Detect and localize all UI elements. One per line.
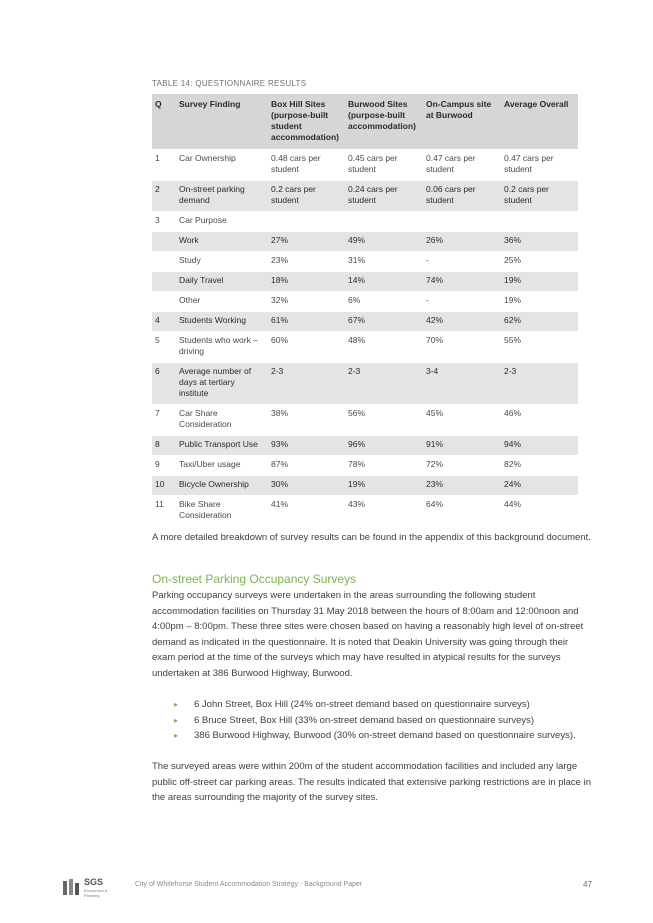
cell-survey-finding: Bicycle Ownership bbox=[176, 476, 268, 496]
cell-q: 6 bbox=[152, 363, 176, 405]
cell-burwood: 96% bbox=[345, 436, 423, 456]
table-row bbox=[152, 272, 578, 292]
cell-average: 62% bbox=[501, 312, 578, 332]
cell-average: 24% bbox=[501, 476, 578, 496]
table-row bbox=[152, 181, 578, 212]
table-row bbox=[152, 436, 578, 456]
cell-average: 82% bbox=[501, 456, 578, 476]
cell-box-hill: 0.2 cars per student bbox=[268, 181, 345, 212]
section-heading: On-street Parking Occupancy Surveys bbox=[152, 572, 357, 586]
cell-q: 9 bbox=[152, 456, 176, 476]
cell-survey-finding: Bike Share Consideration bbox=[176, 496, 268, 527]
table-row bbox=[152, 292, 578, 312]
cell-on-campus: 0.06 cars per student bbox=[423, 181, 501, 212]
cell-burwood: 49% bbox=[345, 232, 423, 252]
cell-burwood: 67% bbox=[345, 312, 423, 332]
table-body bbox=[152, 150, 578, 527]
bullet-icon: ▸ bbox=[174, 700, 179, 709]
cell-average: 46% bbox=[501, 405, 578, 436]
cell-average: 94% bbox=[501, 436, 578, 456]
page-number: 47 bbox=[583, 880, 592, 889]
table-row bbox=[152, 252, 578, 272]
header-on-campus: On-Campus site at Burwood bbox=[423, 94, 501, 150]
cell-on-campus: 42% bbox=[423, 312, 501, 332]
table-row bbox=[152, 232, 578, 252]
cell-q: 4 bbox=[152, 312, 176, 332]
cell-on-campus: - bbox=[423, 252, 501, 272]
list-item-text: 6 Bruce Street, Box Hill (33% on-street demand based on questionnaire surveys) bbox=[194, 714, 535, 726]
cell-burwood: 78% bbox=[345, 456, 423, 476]
cell-burwood bbox=[345, 212, 423, 232]
cell-average: 2-3 bbox=[501, 363, 578, 405]
cell-box-hill: 27% bbox=[268, 232, 345, 252]
cell-q: 5 bbox=[152, 332, 176, 363]
cell-q: 1 bbox=[152, 150, 176, 181]
header-box-hill: Box Hill Sites (purpose-built student accommodation) bbox=[268, 94, 345, 150]
cell-on-campus: - bbox=[423, 292, 501, 312]
header-survey-finding: Survey Finding bbox=[176, 94, 268, 150]
cell-burwood: 56% bbox=[345, 405, 423, 436]
cell-q bbox=[152, 292, 176, 312]
site-list bbox=[172, 697, 592, 744]
cell-survey-finding: Taxi/Uber usage bbox=[176, 456, 268, 476]
logo-text: SGS bbox=[84, 877, 104, 887]
cell-box-hill bbox=[268, 212, 345, 232]
cell-box-hill: 23% bbox=[268, 252, 345, 272]
cell-box-hill: 93% bbox=[268, 436, 345, 456]
cell-box-hill: 18% bbox=[268, 272, 345, 292]
cell-box-hill: 60% bbox=[268, 332, 345, 363]
cell-survey-finding: On-street parking demand bbox=[176, 181, 268, 212]
header-average: Average Overall bbox=[501, 94, 578, 150]
list-item-text: 386 Burwood Highway, Burwood (30% on-street demand based on questionnaire surveys). bbox=[194, 730, 576, 741]
cell-box-hill: 87% bbox=[268, 456, 345, 476]
cell-survey-finding: Students Working bbox=[176, 312, 268, 332]
cell-burwood: 48% bbox=[345, 332, 423, 363]
cell-survey-finding: Other bbox=[176, 292, 268, 312]
cell-q: 8 bbox=[152, 436, 176, 456]
list-item bbox=[172, 697, 592, 713]
cell-survey-finding: Daily Travel bbox=[176, 272, 268, 292]
header-burwood: Burwood Sites (purpose-built accommodation) bbox=[345, 94, 423, 150]
cell-on-campus: 91% bbox=[423, 436, 501, 456]
cell-box-hill: 41% bbox=[268, 496, 345, 527]
cell-on-campus: 0.47 cars per student bbox=[423, 150, 501, 181]
cell-q: 7 bbox=[152, 405, 176, 436]
cell-survey-finding: Average number of days at tertiary institute bbox=[176, 363, 268, 405]
cell-q bbox=[152, 272, 176, 292]
cell-on-campus: 64% bbox=[423, 496, 501, 527]
table-row bbox=[152, 312, 578, 332]
cell-on-campus: 26% bbox=[423, 232, 501, 252]
cell-burwood: 19% bbox=[345, 476, 423, 496]
table-caption: TABLE 14: QUESTIONNAIRE RESULTS bbox=[152, 79, 307, 88]
cell-average: 44% bbox=[501, 496, 578, 527]
table-row bbox=[152, 212, 578, 232]
cell-on-campus: 23% bbox=[423, 476, 501, 496]
list-item-text: 6 John Street, Box Hill (24% on-street demand based on questionnaire surveys) bbox=[194, 699, 530, 710]
list-item bbox=[172, 728, 592, 744]
cell-survey-finding: Work bbox=[176, 232, 268, 252]
cell-q: 10 bbox=[152, 476, 176, 496]
bullet-icon: ▸ bbox=[174, 715, 179, 725]
table-header-row bbox=[152, 94, 578, 150]
cell-q: 11 bbox=[152, 496, 176, 527]
cell-q bbox=[152, 252, 176, 272]
cell-average bbox=[501, 212, 578, 232]
cell-survey-finding: Car Share Consideration bbox=[176, 405, 268, 436]
closing-paragraph: The surveyed areas were within 200m of the student accommodation facilities and included any large public off-street car parking areas. The results indicated that extensive parking restrictions are in place in the areas surrounding the majority of the survey sites. bbox=[152, 761, 591, 803]
cell-burwood: 2-3 bbox=[345, 363, 423, 405]
list-item bbox=[172, 713, 592, 729]
cell-box-hill: 30% bbox=[268, 476, 345, 496]
cell-box-hill: 32% bbox=[268, 292, 345, 312]
cell-survey-finding: Study bbox=[176, 252, 268, 272]
cell-q: 2 bbox=[152, 181, 176, 212]
cell-burwood: 0.45 cars per student bbox=[345, 150, 423, 181]
cell-average: 55% bbox=[501, 332, 578, 363]
questionnaire-results-table bbox=[152, 94, 578, 527]
cell-box-hill: 0.48 cars per student bbox=[268, 150, 345, 181]
cell-survey-finding: Students who work – driving bbox=[176, 332, 268, 363]
cell-burwood: 14% bbox=[345, 272, 423, 292]
table-row bbox=[152, 332, 578, 363]
bullet-icon: ▸ bbox=[174, 731, 179, 740]
cell-survey-finding: Car Purpose bbox=[176, 212, 268, 232]
sgs-logo-icon bbox=[62, 877, 82, 897]
table-row bbox=[152, 405, 578, 436]
cell-survey-finding: Public Transport Use bbox=[176, 436, 268, 456]
cell-burwood: 6% bbox=[345, 292, 423, 312]
table-row bbox=[152, 150, 578, 181]
table-row bbox=[152, 476, 578, 496]
cell-q: 3 bbox=[152, 212, 176, 232]
cell-box-hill: 61% bbox=[268, 312, 345, 332]
cell-on-campus: 3-4 bbox=[423, 363, 501, 405]
body-paragraph: Parking occupancy surveys were undertaken in the areas surrounding the following student accommodation facilities on Thursday 31 May 2018 between the hours of 8:00am and 12:00noon and 4:00pm – 8:00pm. These three sites were chosen based on having a reasonably high level of on-street demand as indicated in the questionnaire. It is noted that Deakin University was going through their exam period at the time of the surveys which may have resulted in atypical results for the surveys undertaken at 386 Burwood Highway, Burwood. bbox=[152, 590, 584, 679]
table-row bbox=[152, 456, 578, 476]
footer-document-title: City of Whitehorse Student Accommodation Strategy - Background Paper bbox=[135, 881, 363, 888]
cell-burwood: 0.24 cars per student bbox=[345, 181, 423, 212]
cell-box-hill: 38% bbox=[268, 405, 345, 436]
cell-average: 19% bbox=[501, 292, 578, 312]
cell-box-hill: 2-3 bbox=[268, 363, 345, 405]
header-q: Q bbox=[152, 94, 176, 150]
cell-average: 25% bbox=[501, 252, 578, 272]
cell-survey-finding: Car Ownership bbox=[176, 150, 268, 181]
cell-average: 0.47 cars per student bbox=[501, 150, 578, 181]
cell-average: 19% bbox=[501, 272, 578, 292]
table-row bbox=[152, 363, 578, 405]
cell-q bbox=[152, 232, 176, 252]
cell-on-campus: 45% bbox=[423, 405, 501, 436]
cell-on-campus: 70% bbox=[423, 332, 501, 363]
cell-burwood: 43% bbox=[345, 496, 423, 527]
intro-paragraph: A more detailed breakdown of survey results can be found in the appendix of this background document. bbox=[152, 532, 591, 543]
cell-average: 0.2 cars per student bbox=[501, 181, 578, 212]
cell-on-campus bbox=[423, 212, 501, 232]
cell-on-campus: 72% bbox=[423, 456, 501, 476]
cell-average: 36% bbox=[501, 232, 578, 252]
cell-on-campus: 74% bbox=[423, 272, 501, 292]
table-row bbox=[152, 496, 578, 527]
sgs-logo bbox=[62, 875, 112, 901]
cell-burwood: 31% bbox=[345, 252, 423, 272]
logo-subtext: Economics & Planning bbox=[84, 888, 108, 898]
